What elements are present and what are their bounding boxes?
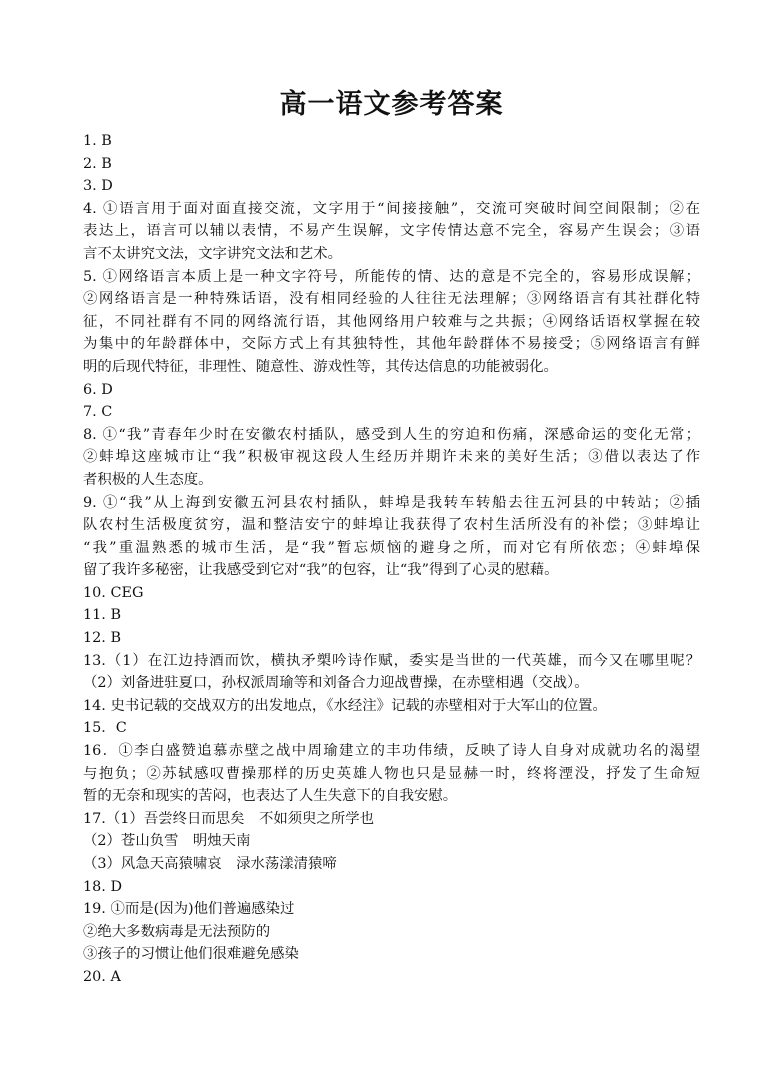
answer-line: （3）风急天高猿啸哀 渌水荡漾清猿啼 [83, 856, 337, 872]
page-title: 高一语文参考答案 [279, 89, 504, 120]
answer-line: （2）苍山负雪 明烛天南 [83, 833, 251, 850]
answer-line: 表达上，语言可以辅以表情，不易产生误解，文字传情达意不完全，容易产生误会；③语 [83, 223, 700, 240]
answer-line: 9. ①“我”从上海到安徽五河县农村插队，蚌埠是我转车转船去往五河县的中转站；②插 [83, 494, 700, 511]
answer-line: 12. B [83, 630, 122, 647]
answer-line: “我”重温熟悉的城市生活，是“我”暂忘烦恼的避身之所，而对它有所依恋；④蚌埠保 [83, 539, 700, 556]
answer-line: 暂的无奈和现实的苦闷，也表达了人生失意下的自我安慰。 [83, 788, 458, 805]
answer-line: 言不太讲究文法，文字讲究文法和艺术。 [83, 245, 343, 262]
answer-line: 20. A [83, 968, 121, 985]
answer-line: 征，不同社群有不同的网络流行语，其他网络用户较难与之共振；④网络话语权掌握在较 [83, 313, 700, 330]
answer-line: 留了我许多秘密，让我感受到它对“我”的包容，让“我”得到了心灵的慰藉。 [83, 562, 559, 579]
answer-line: 6. D [83, 381, 113, 398]
answer-line: 明的后现代特征，非理性、随意性、游戏性等，其传达信息的功能被弱化。 [83, 358, 558, 375]
answer-line: ③孩子的习惯让他们很难避免感染 [83, 946, 299, 963]
answer-line: 5. ①网络语言本质上是一种文字符号，所能传的情、达的意是不完全的，容易形成误解； [83, 268, 700, 285]
answer-line: 13.（1）在江边持酒而饮，横执矛槊吟诗作赋，委实是当世的一代英雄，而今又在哪里呢？ [83, 652, 700, 669]
answer-line: 15．C [83, 720, 127, 737]
answer-line: 17.（1）吾尝终日而思矣 不如须臾之所学也 [83, 810, 375, 827]
answer-line: 7. C [83, 404, 113, 421]
answer-line: 者积极的人生态度。 [83, 471, 213, 488]
answer-line: 4. ①语言用于面对面直接交流，文字用于“间接接触”，交流可突破时间空间限制；②在 [83, 200, 700, 217]
answer-line: 14. 史书记载的交战双方的出发地点，《水经注》记载的赤壁相对于大军山的位置。 [83, 697, 607, 714]
answer-list [83, 130, 700, 989]
answer-line: 2. B [83, 155, 112, 172]
answer-line: 3. D [83, 178, 113, 195]
answer-line: 为集中的年龄群体中，交际方式上有其独特性，其他年龄群体不易接受；⑤网络语言有鲜 [83, 336, 700, 353]
answer-line: 18. D [83, 878, 122, 895]
answer-line: 11. B [83, 607, 122, 624]
answer-line: 16．①李白盛赞追慕赤壁之战中周瑜建立的丰功伟绩，反映了诗人自身对成就功名的渴望 [83, 743, 700, 760]
answer-line: 与抱负；②苏轼感叹曹操那样的历史英雄人物也只是显赫一时，终将湮没，抒发了生命短 [83, 765, 700, 782]
answer-line: 1. B [83, 133, 112, 149]
answer-line: （2）刘备进驻夏口，孙权派周瑜等和刘备合力迎战曹操，在赤壁相遇（交战）。 [83, 675, 589, 692]
answer-line: 8. ①“我”青春年少时在安徽农村插队，感受到人生的穷迫和伤痛，深感命运的变化无常； [83, 426, 700, 443]
answer-line: ②绝大多数病毒是无法预防的 [83, 923, 271, 940]
answer-line: 10. CEG [83, 584, 144, 601]
answer-line: ②蚌埠这座城市让“我”积极审视这段人生经历并期许未来的美好生活；③借以表达了作 [83, 449, 700, 466]
answer-line: 队农村生活极度贫穷，温和整洁安宁的蚌埠让我获得了农村生活所没有的补偿；③蚌埠让 [83, 517, 700, 534]
answer-line: ②网络语言是一种特殊话语，没有相同经验的人往往无法理解；③网络语言有其社群化特 [83, 291, 700, 308]
answer-line: 19. ①而是(因为)他们普遍感染过 [83, 901, 295, 918]
